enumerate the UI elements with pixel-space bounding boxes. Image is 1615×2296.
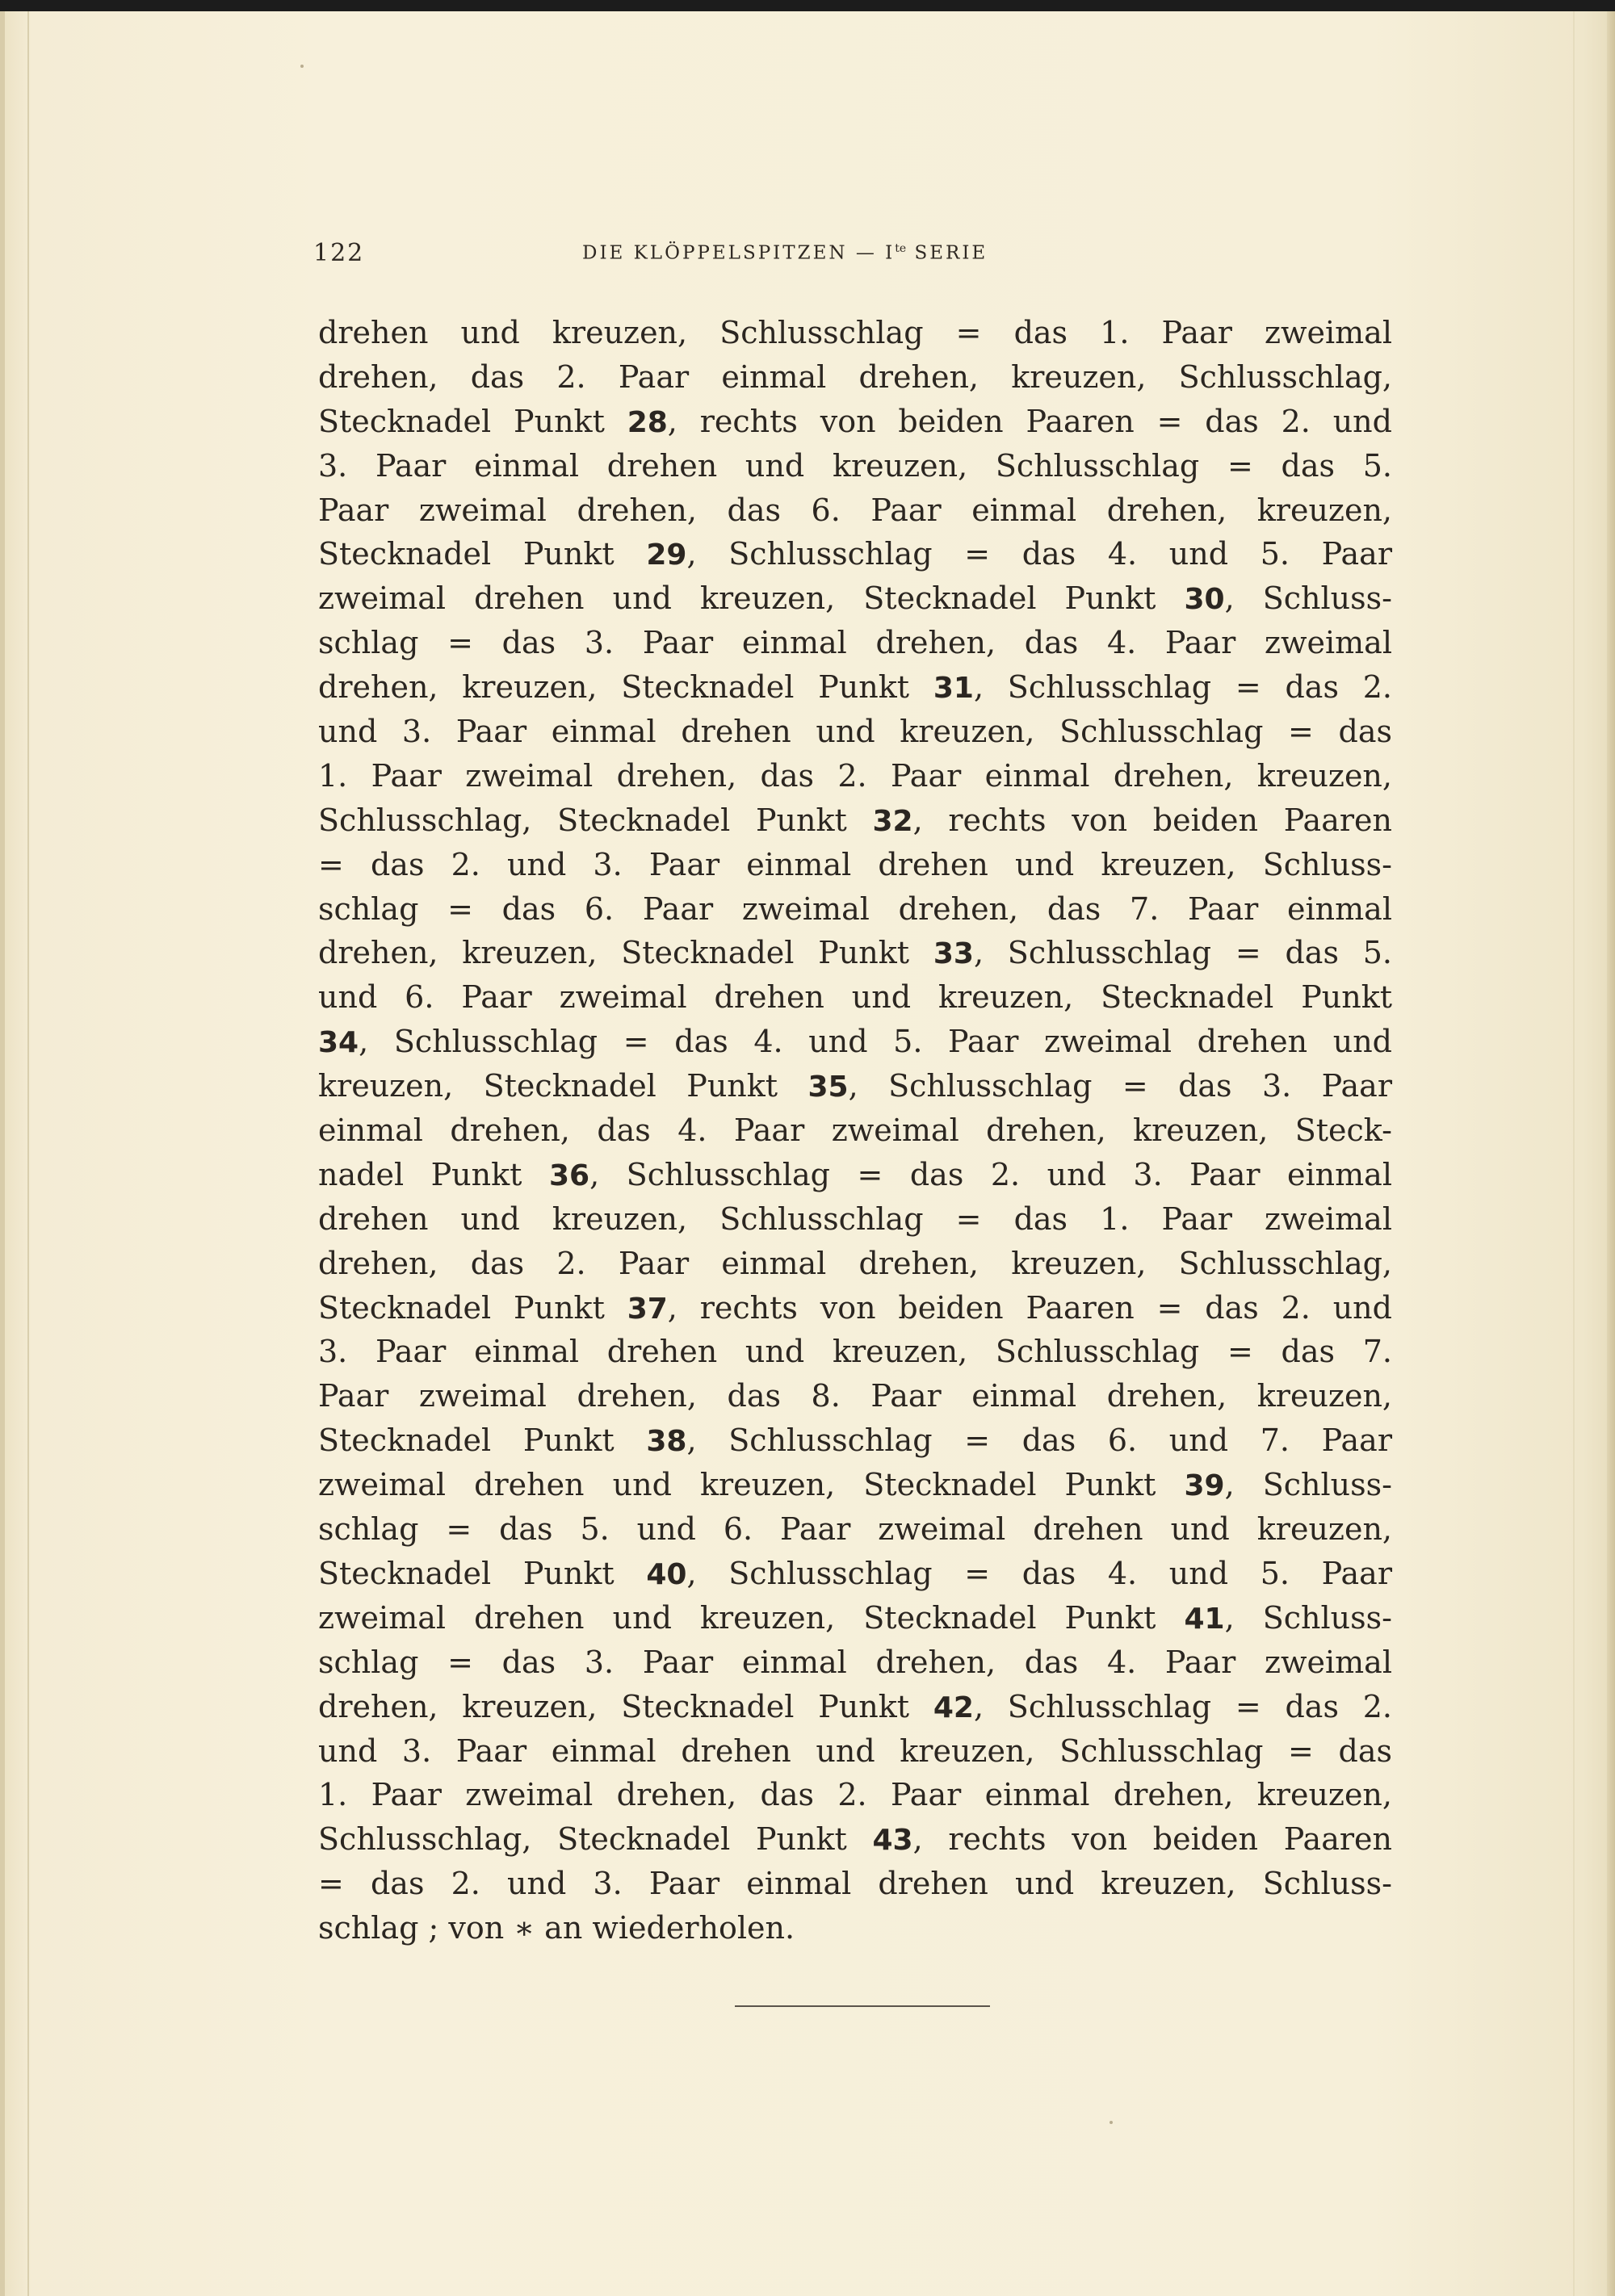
text-segment: Stecknadel Punkt — [318, 1289, 627, 1326]
text-segment: , Schlusschlag = das 5. — [973, 935, 1392, 971]
text-segment: , Schlusschlag = das 2. — [973, 1688, 1392, 1724]
text-segment: , Schlusschlag = das 4. und 5. Paar — [686, 1555, 1392, 1591]
text-segment: , Schluss- — [1224, 1467, 1392, 1503]
scan-top-border — [0, 0, 1615, 11]
text-segment: drehen, kreuzen, Stecknadel Punkt — [318, 1688, 933, 1724]
text-line — [318, 1374, 1392, 1418]
running-title-suffix: SERIE — [906, 242, 988, 264]
text-line — [318, 1242, 1392, 1286]
text-segment: 1. Paar zweimal drehen, das 2. Paar einmal drehen, kreuzen, — [318, 1777, 1392, 1813]
text-segment: einmal drehen, das 4. Paar zweimal drehen, kreuzen, Steck- — [318, 1112, 1392, 1149]
page-number: 122 — [313, 239, 365, 267]
point-number: 39 — [1184, 1469, 1225, 1503]
text-segment: drehen, kreuzen, Stecknadel Punkt — [318, 669, 933, 706]
text-line — [318, 1817, 1392, 1862]
text-segment: schlag = das 3. Paar einmal drehen, das 4. Paar zweimal — [318, 625, 1392, 661]
text-segment: 3. Paar einmal drehen und kreuzen, Schlusschlag = das 7. — [318, 1334, 1392, 1370]
text-line — [318, 1685, 1392, 1729]
text-segment: zweimal drehen und kreuzen, Stecknadel Punkt — [318, 580, 1185, 617]
paper-speck — [1110, 2121, 1113, 2124]
text-line — [318, 532, 1392, 576]
point-number: 38 — [646, 1425, 687, 1459]
running-title-superscript: te — [895, 242, 907, 255]
text-segment: schlag = das 6. Paar zweimal drehen, das 7. Paar einmal — [318, 890, 1392, 927]
text-line — [318, 576, 1392, 621]
text-segment: drehen, das 2. Paar einmal drehen, kreuzen, Schlusschlag, — [318, 1245, 1392, 1281]
page-right-crease — [1573, 11, 1575, 2296]
text-line — [318, 710, 1392, 754]
text-segment: , Schlusschlag = das 6. und 7. Paar — [686, 1422, 1392, 1459]
text-line — [318, 1153, 1392, 1197]
text-segment: , Schlusschlag = das 4. und 5. Paar — [686, 536, 1392, 572]
text-line — [318, 1330, 1392, 1374]
text-segment: , rechts von beiden Paaren — [912, 1821, 1392, 1858]
text-segment: , rechts von beiden Paaren = das 2. und — [667, 1289, 1392, 1326]
point-number: 43 — [872, 1824, 913, 1858]
running-header — [313, 239, 1121, 278]
text-line — [318, 1640, 1392, 1685]
text-line — [318, 1020, 1392, 1064]
text-line — [318, 1729, 1392, 1774]
paper-speck — [300, 65, 304, 68]
text-line — [318, 355, 1392, 400]
point-number: 31 — [933, 672, 974, 706]
text-line — [318, 1463, 1392, 1507]
text-segment: 3. Paar einmal drehen und kreuzen, Schlusschlag = das 5. — [318, 447, 1392, 484]
text-segment: Schlusschlag, Stecknadel Punkt — [318, 802, 873, 838]
text-segment: = das 2. und 3. Paar einmal drehen und kreuzen, Schluss- — [318, 1866, 1392, 1902]
text-segment: schlag = das 5. und 6. Paar zweimal drehen und kreuzen, — [318, 1511, 1392, 1548]
text-line — [318, 621, 1392, 665]
point-number: 28 — [627, 405, 668, 439]
text-segment: drehen und kreuzen, Schlusschlag = das 1. Paar zweimal — [318, 1200, 1392, 1237]
text-segment: Stecknadel Punkt — [318, 536, 647, 572]
text-line — [318, 311, 1392, 355]
running-title-text: DIE KLÖPPELSPITZEN — I — [582, 242, 896, 264]
text-segment: drehen und kreuzen, Schlusschlag = das 1. Paar zweimal — [318, 315, 1392, 350]
text-line — [318, 665, 1392, 710]
text-line — [318, 1906, 1392, 1950]
end-rule — [735, 2005, 990, 2007]
point-number: 37 — [627, 1292, 668, 1326]
text-line — [318, 1108, 1392, 1153]
text-line — [318, 1197, 1392, 1242]
text-line — [318, 1286, 1392, 1330]
text-segment: Paar zweimal drehen, das 8. Paar einmal drehen, kreuzen, — [318, 1378, 1392, 1414]
text-line — [318, 1552, 1392, 1596]
text-line — [318, 798, 1392, 843]
point-number: 35 — [808, 1070, 849, 1104]
text-segment: , rechts von beiden Paaren — [912, 802, 1392, 838]
text-segment: , Schlusschlag = das 2. — [973, 669, 1392, 706]
text-line — [318, 931, 1392, 975]
text-line — [318, 444, 1392, 488]
point-number: 40 — [646, 1557, 687, 1591]
text-line — [318, 1596, 1392, 1640]
point-number: 41 — [1184, 1602, 1225, 1636]
page-right-edge — [1607, 11, 1615, 2296]
text-segment: schlag = das 3. Paar einmal drehen, das 4. Paar zweimal — [318, 1644, 1392, 1680]
running-title — [582, 242, 988, 264]
text-segment: Stecknadel Punkt — [318, 403, 627, 439]
text-segment: , Schluss- — [1224, 580, 1392, 617]
text-segment: Paar zweimal drehen, das 6. Paar einmal drehen, kreuzen, — [318, 492, 1392, 528]
text-line — [318, 843, 1392, 887]
text-segment: und 6. Paar zweimal drehen und kreuzen, Stecknadel Punkt — [318, 979, 1392, 1016]
text-segment: , Schlusschlag = das 4. und 5. Paar zweimal drehen und — [359, 1024, 1392, 1060]
text-segment: und 3. Paar einmal drehen und kreuzen, Schlusschlag = das — [318, 1732, 1392, 1769]
point-number: 32 — [872, 804, 913, 838]
text-segment: nadel Punkt — [318, 1156, 549, 1192]
point-number: 42 — [933, 1691, 974, 1724]
point-number: 34 — [318, 1026, 359, 1060]
body-text — [318, 311, 1392, 1950]
text-line — [318, 488, 1392, 533]
text-line — [318, 887, 1392, 932]
text-segment: Schlusschlag, Stecknadel Punkt — [318, 1821, 873, 1858]
page-fold-line — [27, 11, 29, 2296]
text-segment: zweimal drehen und kreuzen, Stecknadel Punkt — [318, 1599, 1185, 1636]
text-segment: Stecknadel Punkt — [318, 1422, 647, 1459]
text-segment: , Schlusschlag = das 3. Paar — [848, 1068, 1392, 1104]
text-line — [318, 400, 1392, 444]
text-segment: drehen, das 2. Paar einmal drehen, kreuzen, Schlusschlag, — [318, 358, 1392, 395]
text-line — [318, 1064, 1392, 1108]
point-number: 29 — [646, 538, 687, 572]
text-segment: 1. Paar zweimal drehen, das 2. Paar einmal drehen, kreuzen, — [318, 757, 1392, 794]
point-number: 30 — [1184, 583, 1225, 617]
text-segment: , Schlusschlag = das 2. und 3. Paar einmal — [589, 1156, 1392, 1192]
point-number: 36 — [548, 1158, 590, 1192]
text-segment: Stecknadel Punkt — [318, 1555, 647, 1591]
text-segment: zweimal drehen und kreuzen, Stecknadel Punkt — [318, 1467, 1185, 1503]
point-number: 33 — [933, 937, 974, 971]
text-segment: kreuzen, Stecknadel Punkt — [318, 1068, 808, 1104]
text-line — [318, 1773, 1392, 1817]
text-segment: = das 2. und 3. Paar einmal drehen und kreuzen, Schluss- — [318, 846, 1392, 882]
text-segment: schlag ; von ∗ an wiederholen. — [318, 1910, 795, 1946]
text-line — [318, 1862, 1392, 1906]
text-segment: , Schluss- — [1224, 1599, 1392, 1636]
text-segment: drehen, kreuzen, Stecknadel Punkt — [318, 935, 933, 971]
text-line — [318, 754, 1392, 798]
text-segment: und 3. Paar einmal drehen und kreuzen, Schlusschlag = das — [318, 714, 1392, 750]
text-segment: , rechts von beiden Paaren = das 2. und — [667, 403, 1392, 439]
text-line — [318, 1418, 1392, 1463]
text-line — [318, 975, 1392, 1020]
page-left-edge — [0, 11, 5, 2296]
text-line — [318, 1507, 1392, 1552]
